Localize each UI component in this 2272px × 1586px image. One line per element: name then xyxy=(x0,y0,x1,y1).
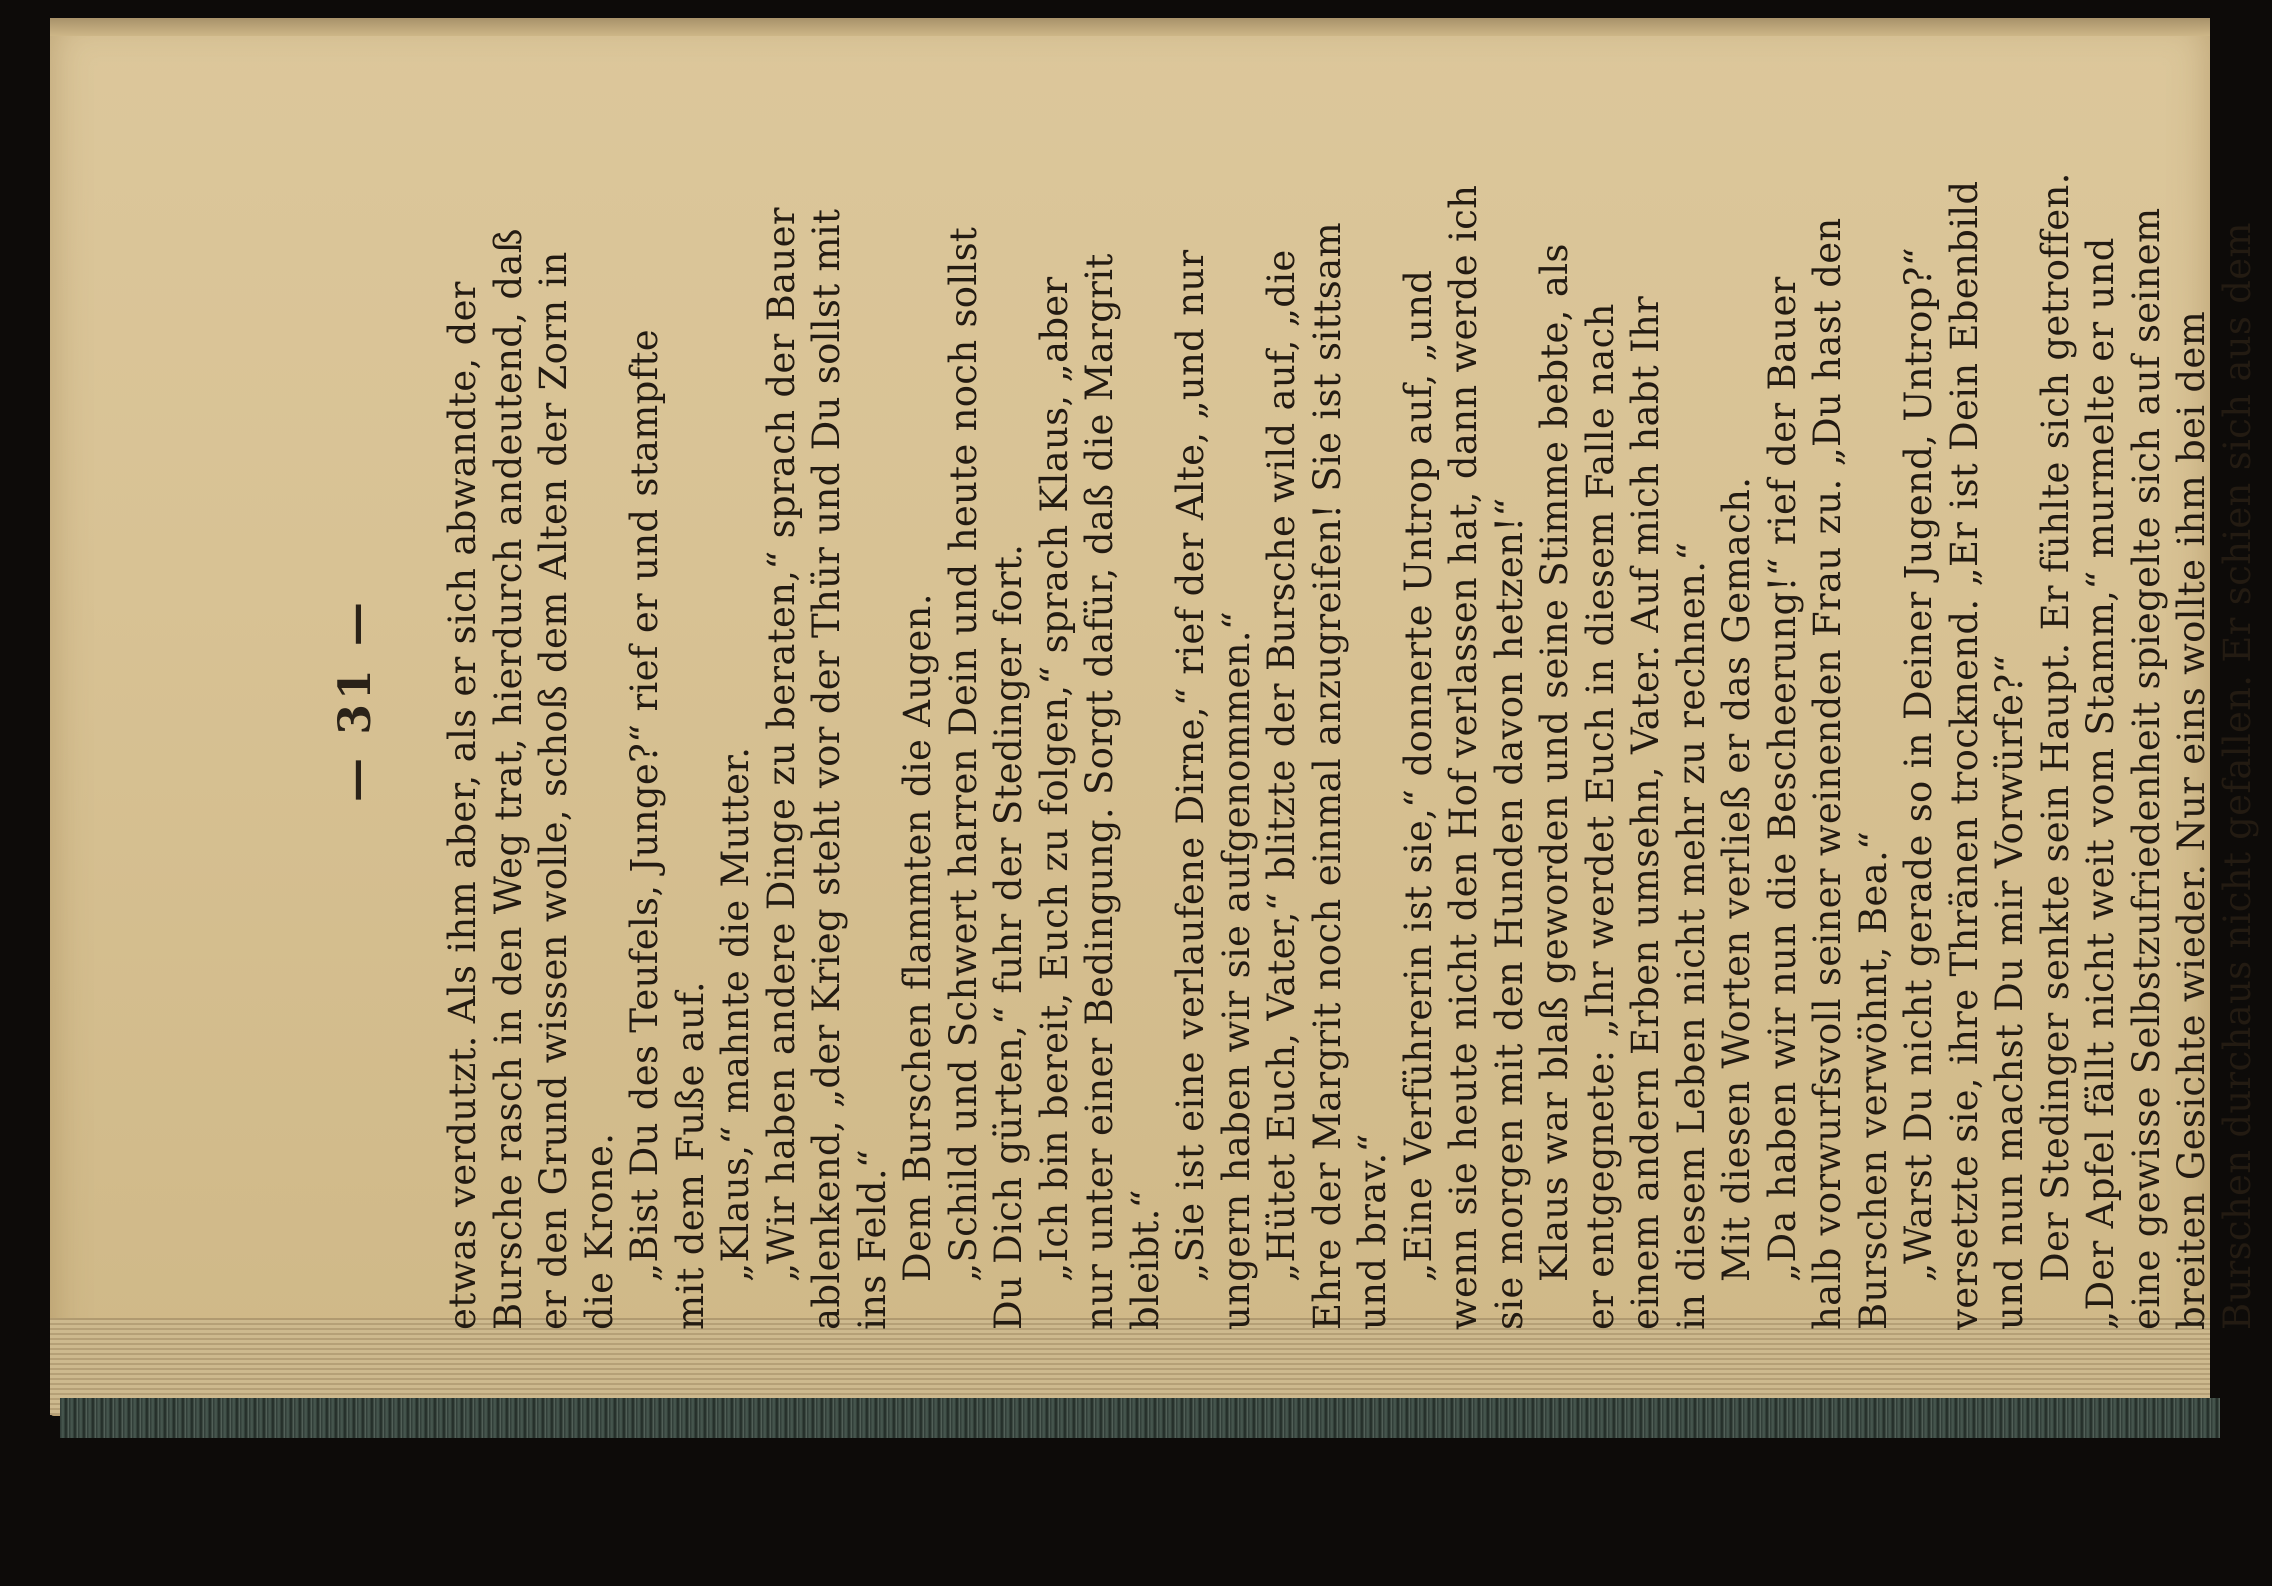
page-number: — 31 — xyxy=(330,598,381,802)
text-line: Du Dich gürten,“ fuhr der Stedinger fort. xyxy=(987,543,1030,1330)
text-line: ungern haben wir sie aufgenommen.“ xyxy=(1214,610,1258,1330)
text-line: einem andern Erben umsehn, Vater. Auf mich habt Ihr xyxy=(1624,295,1667,1330)
text-block xyxy=(330,70,2259,1330)
text-line: wenn sie heute nicht den Hof verlassen hat, dann werde ich xyxy=(1442,184,1485,1330)
text-line: „Der Apfel fällt nicht weit vom Stamm,“ murmelte er und xyxy=(2079,237,2122,1330)
text-line: breiten Gesichte wieder. Nur eins wollte ihm bei dem xyxy=(2170,311,2213,1330)
text-line: Ehre der Margrit noch einmal anzugreifen! Sie ist sittsam xyxy=(1305,222,1349,1330)
text-line: „Klaus,“ mahnte die Mutter. xyxy=(714,746,757,1282)
text-line: er den Grund wissen wolle, schoß dem Alten der Zorn in xyxy=(532,251,575,1330)
text-line: „Hütet Euch, Vater,“ blitzte der Bursche wild auf, „die xyxy=(1260,249,1303,1282)
text-line: nur unter einer Bedingung. Sorgt dafür, daß die Margrit xyxy=(1078,253,1121,1330)
book-spine xyxy=(60,1398,2220,1438)
text-line: „Warst Du nicht gerade so in Deiner Jugend, Untrop?“ xyxy=(1897,247,1940,1282)
text-line: Burschen durchaus nicht gefallen. Er schien sich aus dem xyxy=(2215,222,2259,1330)
text-lines xyxy=(440,70,2260,1330)
text-line: Der Stedinger senkte sein Haupt. Er fühlte sich getroffen. xyxy=(2033,172,2077,1282)
text-line: und nun machst Du mir Vorwürfe?“ xyxy=(1988,654,2031,1330)
text-line: Burschen verwöhnt, Bea.“ xyxy=(1851,830,1895,1330)
text-line: eine gewisse Selbstzufriedenheit spiegelte sich auf seinem xyxy=(2124,207,2168,1330)
text-line: Bursche rasch in den Weg trat, hierdurch andeutend, daß xyxy=(486,228,530,1330)
text-line: Dem Burschen flammten die Augen. xyxy=(896,593,939,1282)
text-line: versetzte sie, ihre Thränen trocknend. „Er ist Dein Ebenbild xyxy=(1942,180,1986,1330)
text-line: „Da haben wir nun die Bescheerung!“ rief der Bauer xyxy=(1760,276,1804,1282)
text-line: mit dem Fuße auf. xyxy=(668,981,712,1330)
text-line: ins Feld.“ xyxy=(850,1148,894,1330)
text-line: „Ich bin bereit, Euch zu folgen,“ sprach Klaus, „aber xyxy=(1032,276,1076,1282)
text-line: „Schild und Schwert harren Dein und heute noch sollst xyxy=(941,226,985,1282)
text-line: etwas verdutzt. Als ihm aber, als er sich abwandte, der xyxy=(441,281,484,1330)
text-line: und brav.“ xyxy=(1351,1133,1394,1330)
text-line: „Wir haben andere Dinge zu beraten,“ sprach der Bauer xyxy=(759,207,803,1282)
text-line: sie morgen mit den Hunden davon hetzen!“ xyxy=(1487,497,1531,1330)
text-line: er entgegnete: „Ihr werdet Euch in diesem Falle nach xyxy=(1578,303,1622,1330)
text-line: bleibt.“ xyxy=(1123,1189,1167,1330)
text-line: in diesem Leben nicht mehr zu rechnen.“ xyxy=(1669,541,1713,1330)
text-line: Klaus war blaß geworden und seine Stimme bebte, als xyxy=(1533,243,1576,1282)
text-line: „Eine Verführerin ist sie,“ donnerte Untrop auf, „und xyxy=(1396,269,1440,1282)
text-line: die Krone. xyxy=(577,1132,621,1330)
text-line: ablenkend, „der Krieg steht vor der Thür und Du sollst mit xyxy=(805,208,848,1330)
binding-gutter xyxy=(50,18,2210,36)
text-line: „Sie ist eine verlaufene Dirne,“ rief der Alte, „und nur xyxy=(1169,249,1212,1282)
text-line: „Bist Du des Teufels, Junge?“ rief er und stampfte xyxy=(623,329,666,1282)
text-line: halb vorwurfsvoll seiner weinenden Frau zu. „Du hast den xyxy=(1806,217,1849,1330)
text-line: Mit diesen Worten verließ er das Gemach. xyxy=(1715,476,1758,1282)
